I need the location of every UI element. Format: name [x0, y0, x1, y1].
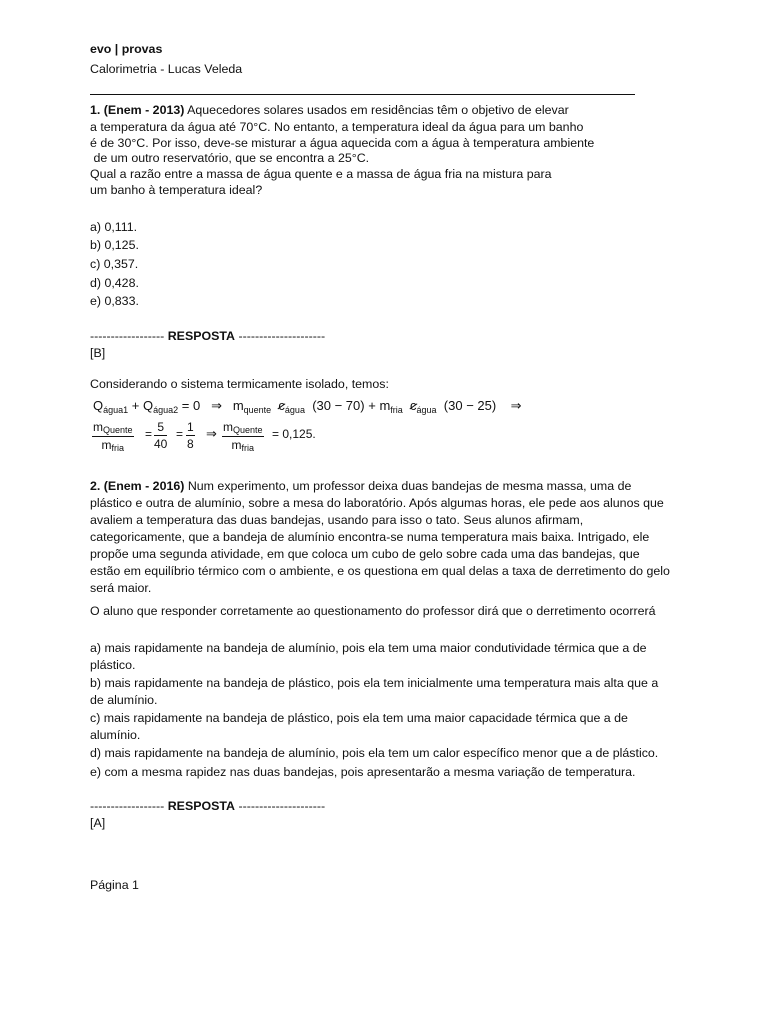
header-divider — [90, 94, 635, 95]
answer-label: RESPOSTA — [167, 329, 235, 343]
q2-option-a-cont: plástico. — [90, 658, 136, 672]
q1-option-b: b) 0,125. — [90, 238, 139, 252]
eq-subscript: água — [284, 405, 305, 415]
eq-term: (30 − 25) — [443, 398, 497, 413]
q2-answer-header — [90, 799, 325, 814]
eq-subscript: fria — [111, 443, 125, 453]
equation-result: = 0,125. — [272, 427, 316, 441]
eq-subscript: água — [416, 405, 437, 415]
fraction-5-40 — [154, 420, 167, 451]
q1-equation-1 — [93, 398, 522, 414]
answer-divider-right: --------------------- — [238, 329, 326, 343]
q1-option-a: a) 0,111. — [90, 220, 138, 234]
q1-first-line — [90, 103, 569, 118]
implies-arrow: ⇒ — [206, 426, 217, 441]
q1-option-c: c) 0,357. — [90, 257, 139, 271]
eq-symbol: m — [93, 420, 103, 434]
q1-solution-intro: Considerando o sistema termicamente isolado, temos: — [90, 377, 389, 391]
eq-symbol: Q — [143, 398, 154, 413]
denominator: 8 — [187, 437, 194, 451]
mass-ratio-fraction — [222, 420, 264, 453]
eq-subscript: quente — [243, 405, 272, 415]
q1-answer-header — [90, 329, 325, 344]
q2-option-e: e) com a mesma rapidez nas duas bandejas, pois apresentarão a mesma variação de temperatura. — [90, 765, 636, 779]
eq-symbol: m — [101, 438, 112, 452]
q2-text-line: propõe uma segunda atividade, em que coloca um cubo de gelo sobre cada uma das bandejas, que — [90, 547, 640, 561]
eq-symbol-cancelled: c — [278, 398, 285, 413]
q1-text-line: Aquecedores solares usados em residências têm o objetivo de elevar — [187, 103, 569, 117]
eq-subscript: fria — [241, 443, 255, 453]
q2-text-line: categoricamente, que a bandeja de alumínio encontra-se numa temperatura mais baixa. Intrigado, ele — [90, 530, 650, 544]
eq-symbol: m — [379, 398, 391, 413]
q2-text-line: Num experimento, um professor deixa duas bandejas de mesma massa, uma de — [187, 479, 632, 493]
eq-symbol: m — [231, 438, 242, 452]
document-subtitle: Calorimetria - Lucas Veleda — [90, 62, 243, 76]
eq-operator: = 0 — [181, 398, 201, 413]
brand-title: evo | provas — [90, 42, 163, 56]
q1-text-line: é de 30°C. Por isso, deve-se misturar a água aquecida com a água à temperatura ambiente — [90, 136, 595, 150]
implies-arrow: ⇒ — [211, 398, 222, 413]
eq-symbol: m — [223, 420, 233, 434]
eq-operator: = — [176, 427, 184, 441]
q2-text-line: avaliem a temperatura das duas bandejas, usando para isso o tato. Seus alunos afirmam, — [90, 513, 584, 527]
eq-operator: + — [368, 398, 376, 413]
q2-option-c-cont: alumínio. — [90, 728, 141, 742]
numerator: 1 — [187, 420, 194, 434]
q2-option-d: d) mais rapidamente na bandeja de alumínio, pois ela tem um calor específico menor que a de plástico. — [90, 746, 659, 760]
page-number: Página 1 — [90, 878, 139, 892]
eq-symbol: Q — [93, 398, 104, 413]
answer-divider-left: ------------------ — [90, 799, 165, 813]
q2-prompt: O aluno que responder corretamente ao questionamento do professor dirá que o derretimento ocorrerá — [90, 604, 656, 618]
q1-text-line: a temperatura da água até 70°C. No entanto, a temperatura ideal da água para um banho — [90, 120, 584, 134]
q1-source-tag: (Enem - 2013) — [103, 103, 185, 117]
q2-source-tag: (Enem - 2016) — [103, 479, 185, 493]
eq-operator: = — [145, 427, 153, 441]
answer-label: RESPOSTA — [167, 799, 235, 813]
q2-option-c: c) mais rapidamente na bandeja de plástico, pois ela tem uma maior capacidade térmica que a de — [90, 711, 628, 725]
eq-operator: + — [131, 398, 140, 413]
q1-text-line: de um outro reservatório, que se encontra a 25°C. — [90, 151, 370, 165]
q1-text-line: Qual a razão entre a massa de água quente e a massa de água fria na mistura para — [90, 167, 552, 181]
answer-divider-left: ------------------ — [90, 329, 165, 343]
q2-answer: [A] — [90, 816, 106, 830]
q2-option-b: b) mais rapidamente na bandeja de plástico, pois ela tem inicialmente uma temperatura mais alta que a — [90, 676, 659, 690]
answer-divider-right: --------------------- — [238, 799, 326, 813]
eq-subscript: água2 — [153, 405, 179, 415]
mass-ratio-fraction — [92, 420, 134, 453]
q2-number: 2. — [90, 479, 101, 493]
eq-symbol: m — [232, 398, 244, 413]
eq-term: (30 − 70) — [312, 398, 365, 413]
q2-option-b-cont: de alumínio. — [90, 693, 158, 707]
eq-subscript: Quente — [233, 425, 263, 435]
q1-answer: [B] — [90, 346, 106, 360]
q2-text-line: será maior. — [90, 581, 152, 595]
eq-symbol-cancelled: c — [410, 398, 417, 413]
q1-number: 1. — [90, 103, 101, 117]
denominator: 40 — [154, 437, 168, 451]
eq-subscript: água1 — [103, 405, 129, 415]
eq-subscript: Quente — [103, 425, 133, 435]
q2-text-line: estão em equilíbrio térmico com o ambiente, e os questiona em qual delas a taxa de derretimento do gelo — [90, 564, 670, 578]
implies-arrow: ⇒ — [510, 398, 522, 413]
numerator: 5 — [154, 420, 167, 436]
q1-option-e: e) 0,833. — [90, 294, 139, 308]
fraction-1-8 — [186, 420, 195, 451]
eq-subscript: fria — [390, 405, 403, 415]
q1-text-line: um banho à temperatura ideal? — [90, 183, 263, 197]
q2-text-line: plástico e outra de alumínio, sobre a mesa do laboratório. Após algumas horas, ele pede aos alunos que — [90, 496, 664, 510]
q2-option-a: a) mais rapidamente na bandeja de alumínio, pois ela tem uma maior condutividade térmica que a de — [90, 641, 647, 655]
q2-first-line — [90, 479, 631, 494]
q1-option-d: d) 0,428. — [90, 276, 139, 290]
